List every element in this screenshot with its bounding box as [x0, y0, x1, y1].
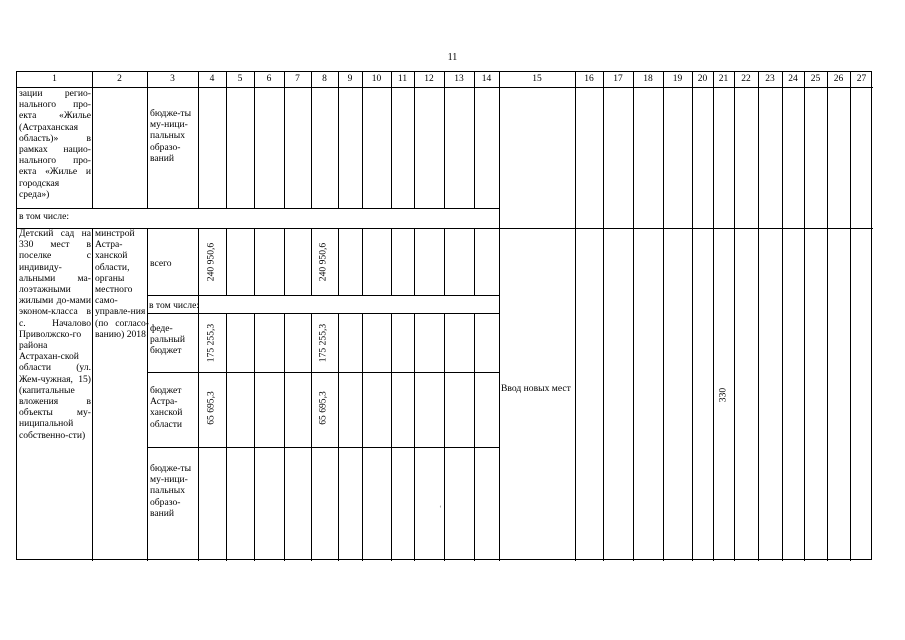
col-header-24: 24	[788, 74, 798, 84]
col-header-26: 26	[833, 74, 844, 84]
row-total-col8: 240 950,6	[317, 242, 329, 282]
object-name: Детский сад на 330 мест в поселке с индивиду-альными ма-лоэтажными жилыми до-мами эконом-класса в с. Началово Приволжско-го района Астрахан-ской области (ул. Жем-чужная, 15) (капитальные вложения в объекты му-ниципальной собственно-сти)	[19, 228, 91, 441]
result-description: Ввод новых мест	[501, 383, 571, 394]
col-header-16: 16	[584, 74, 594, 84]
col-header-3: 3	[170, 74, 175, 84]
row-total-col4: 240 950,6	[205, 242, 217, 282]
page-number: 11	[447, 52, 458, 63]
col-header-27: 27	[856, 74, 867, 84]
col-header-2: 2	[117, 74, 122, 84]
row-federal-col4: 175 255,3	[205, 323, 217, 363]
col-header-22: 22	[741, 74, 751, 84]
row-federal-label: феде-ральный бюджет	[150, 323, 186, 357]
col-header-12: 12	[424, 74, 434, 84]
col-header-20: 20	[697, 74, 708, 84]
col-header-4: 4	[209, 74, 215, 84]
col-header-17: 17	[613, 74, 623, 84]
subheading-in-total-2: в том числе:	[149, 300, 200, 311]
top-col3-text: бюдже-ты му-ници-пальных образо-ваний	[150, 108, 192, 164]
budget-table	[16, 71, 872, 560]
col-header-10: 10	[371, 74, 382, 84]
object-executor: минстрой Астра-ханской области, органы местного само-управле-ния (по согласо-ванию) 2018	[95, 228, 149, 340]
col-header-19: 19	[672, 74, 683, 84]
col-header-8: 8	[322, 74, 327, 84]
col-header-15: 15	[532, 74, 542, 84]
col-header-14: 14	[481, 74, 492, 84]
col-header-18: 18	[643, 74, 653, 84]
col-header-7: 7	[295, 74, 300, 84]
col-header-25: 25	[810, 74, 821, 84]
col-header-21: 21	[718, 74, 729, 84]
col-header-23: 23	[765, 74, 775, 84]
row-municipal-label: бюдже-ты му-ници-пальных образо-ваний	[150, 463, 192, 519]
col-header-13: 13	[454, 74, 464, 84]
subheading-in-total: в том числе:	[19, 211, 70, 222]
row-regional-col4: 65 695,3	[205, 391, 217, 425]
col-header-5: 5	[237, 74, 243, 84]
row-total-label: всего	[150, 258, 172, 269]
row-regional-col8: 65 695,3	[317, 391, 329, 425]
stray-mark: ʿ	[439, 505, 442, 514]
col-header-11: 11	[397, 74, 408, 84]
result-value-col21: 330	[717, 387, 729, 403]
col-header-9: 9	[347, 74, 353, 84]
col-header-1: 1	[52, 74, 57, 84]
row-federal-col8: 175 255,3	[317, 323, 329, 363]
row-regional-label: бюджет Астра-ханской области	[150, 385, 183, 430]
top-col1-text: зации регио-нального про-екта «Жилье (Астраханская область)» в рамках нацио-нального про-екта «Жилье и городская среда»)	[19, 88, 91, 200]
col-header-6: 6	[266, 74, 272, 84]
